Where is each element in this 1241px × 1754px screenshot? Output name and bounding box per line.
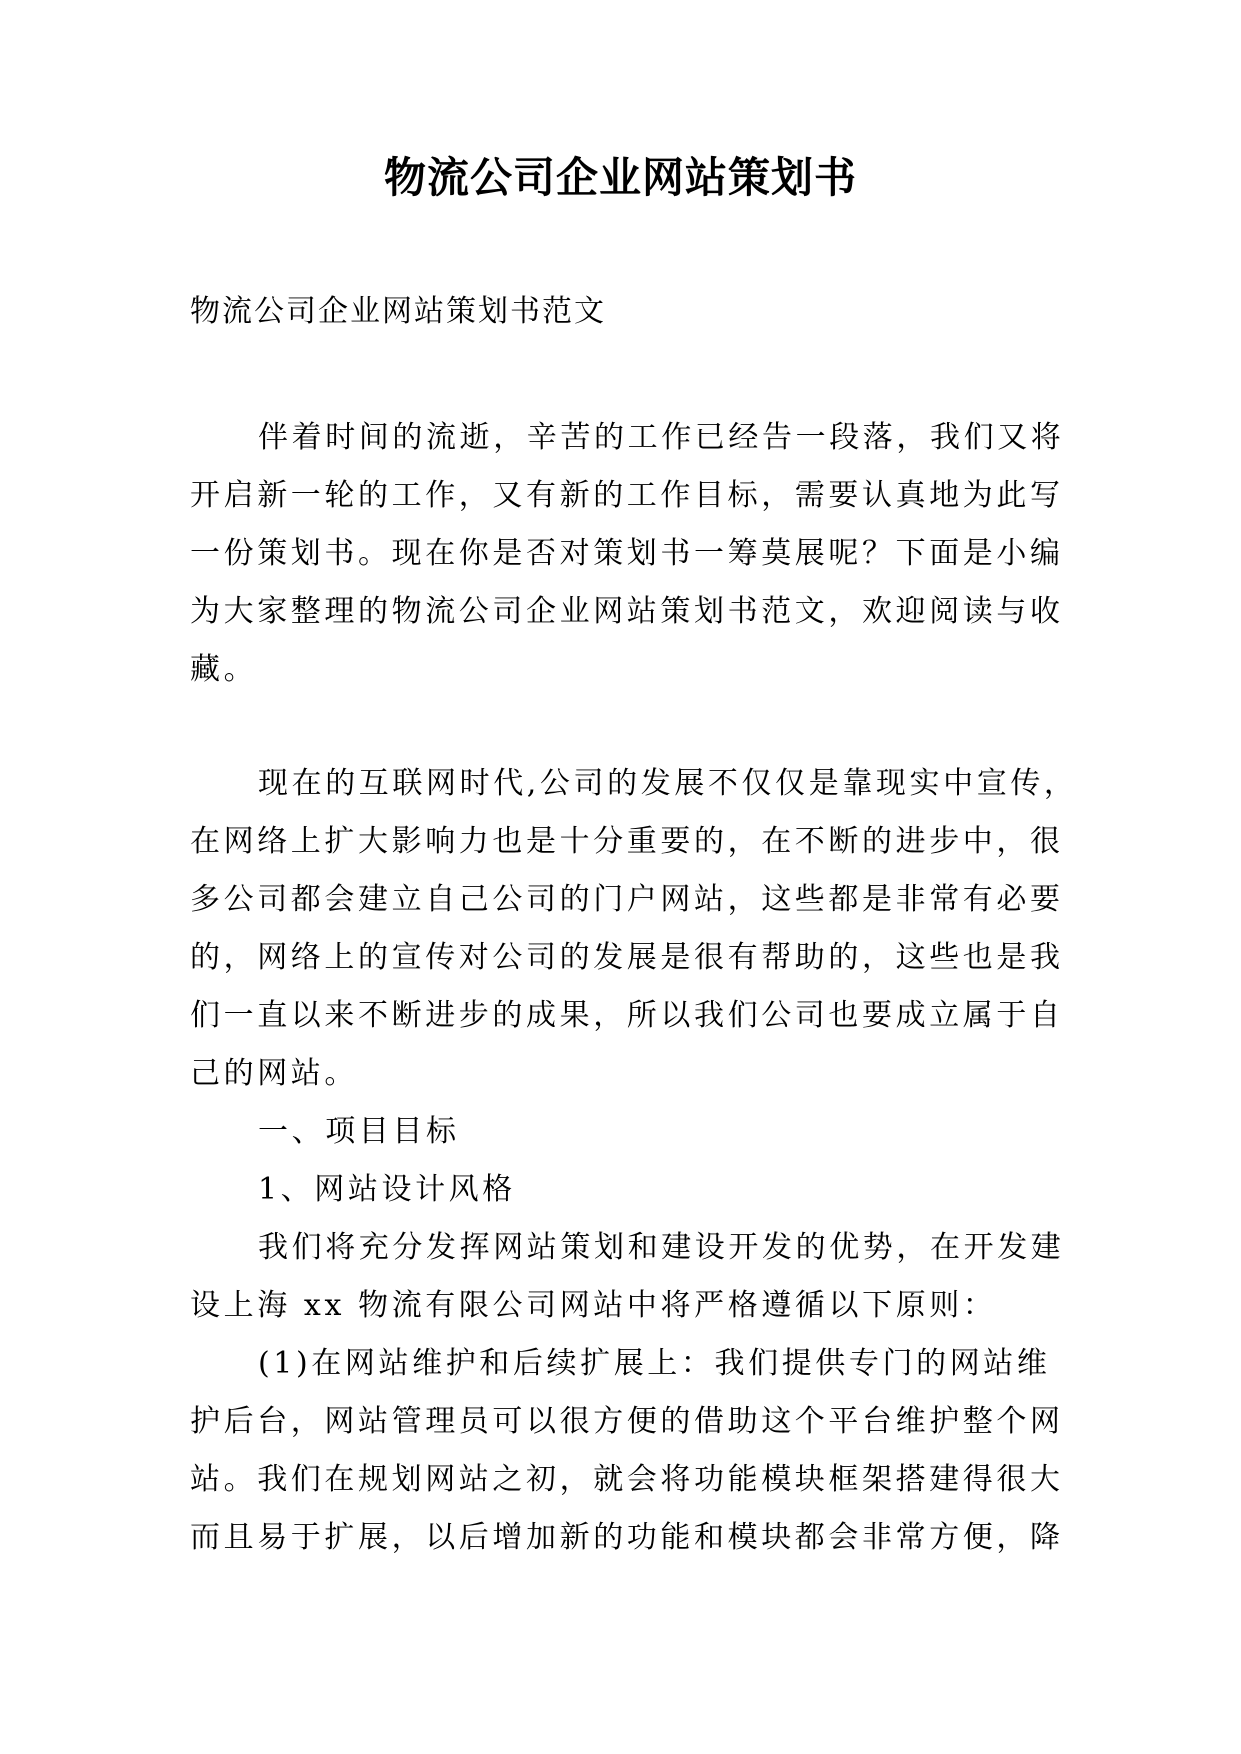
paragraph-line: 我们将充分发挥网站策划和建设开发的优势，在开发建: [258, 1230, 1065, 1265]
paragraph-line: 多公司都会建立自己公司的门户网站，这些都是非常有必要: [190, 882, 1064, 917]
paragraph-line: 站。我们在规划网站之初，就会将功能模块框架搭建得很大: [190, 1462, 1064, 1497]
paragraph-line: 设上海 xx 物流有限公司网站中将严格遵循以下原则：: [190, 1288, 997, 1323]
paragraph-line: 为大家整理的物流公司企业网站策划书范文，欢迎阅读与收: [190, 594, 1064, 629]
subsection-heading: 1、网站设计风格: [258, 1172, 516, 1207]
paragraph-line: 己的网站。: [190, 1056, 358, 1091]
paragraph-line: 而且易于扩展，以后增加新的功能和模块都会非常方便，降: [190, 1520, 1064, 1555]
section-heading: 一、项目目标: [258, 1114, 460, 1149]
paragraph-line: (1)在网站维护和后续扩展上：我们提供专门的网站维: [258, 1346, 1051, 1381]
paragraph-line: 在网络上扩大影响力也是十分重要的，在不断的进步中，很: [190, 824, 1064, 859]
paragraph-line: 们一直以来不断进步的成果，所以我们公司也要成立属于自: [190, 998, 1064, 1033]
document-subtitle: 物流公司企业网站策划书范文: [190, 294, 606, 329]
paragraph-line: 现在的互联网时代,公司的发展不仅仅是靠现实中宣传，: [258, 766, 1078, 801]
paragraph-line: 护后台，网站管理员可以很方便的借助这个平台维护整个网: [190, 1404, 1064, 1439]
document-title: 物流公司企业网站策划书: [383, 153, 857, 202]
paragraph-line: 开启新一轮的工作，又有新的工作目标，需要认真地为此写: [190, 478, 1064, 513]
paragraph-line: 一份策划书。现在你是否对策划书一筹莫展呢？下面是小编: [190, 536, 1064, 571]
paragraph-line: 的，网络上的宣传对公司的发展是很有帮助的，这些也是我: [190, 940, 1064, 975]
paragraph-line: 伴着时间的流逝，辛苦的工作已经告一段落，我们又将: [258, 420, 1065, 455]
paragraph-line: 藏。: [190, 652, 258, 687]
